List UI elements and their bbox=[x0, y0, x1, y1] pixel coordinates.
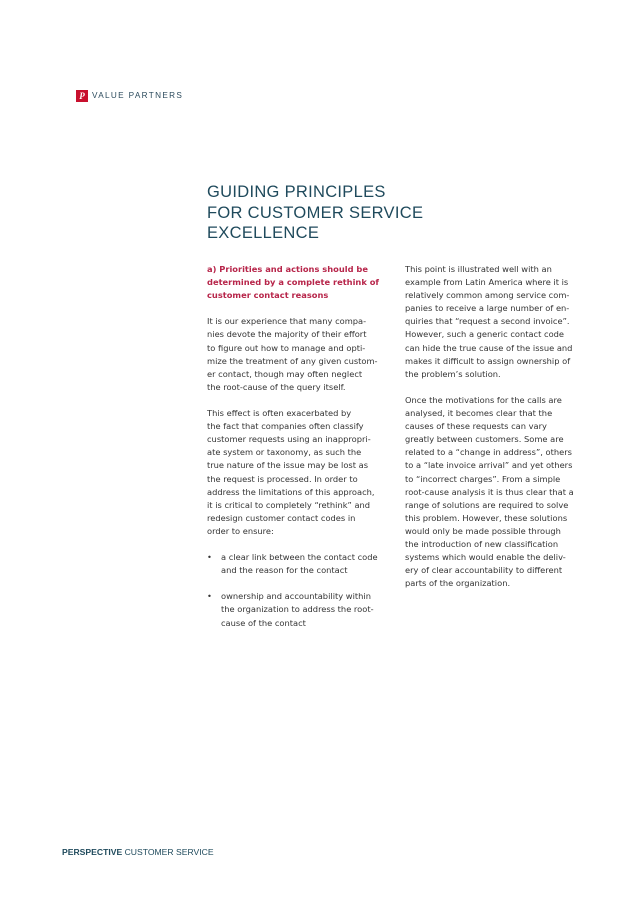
text-line: example from Latin America where it is bbox=[405, 277, 569, 288]
section-subheading bbox=[207, 263, 397, 302]
text-line: the fact that companies often classify bbox=[207, 421, 364, 432]
page-title bbox=[207, 182, 507, 244]
text-line: the request is processed. In order to bbox=[207, 473, 358, 484]
bullet-text: the organization to address the root- bbox=[221, 604, 374, 615]
text-line: er contact, though may often neglect bbox=[207, 368, 363, 379]
footer-section: CUSTOMER SERVICE bbox=[124, 847, 214, 857]
bullet-text: and the reason for the contact bbox=[221, 565, 348, 576]
text-line: true nature of the issue may be lost as bbox=[207, 460, 369, 471]
text-line: causes of these requests can vary bbox=[405, 421, 547, 432]
text-line: analysed, it becomes clear that the bbox=[405, 408, 553, 419]
right-paragraph-1 bbox=[405, 263, 595, 381]
bullet-icon: • bbox=[207, 591, 212, 602]
brand-name: VALUE PARTNERS bbox=[92, 91, 184, 100]
bullet-text: cause of the contact bbox=[221, 617, 306, 628]
text-line: the introduction of new classification bbox=[405, 538, 559, 549]
text-line: root-cause analysis it is thus clear that a bbox=[405, 486, 574, 497]
text-line: address the limitations of this approach, bbox=[207, 486, 375, 497]
text-line: can hide the true cause of the issue and bbox=[405, 342, 573, 353]
brand-logo bbox=[76, 90, 183, 102]
text-line: it is critical to completely “rethink” and bbox=[207, 499, 371, 510]
text-line: mize the treatment of any given custom- bbox=[207, 355, 378, 366]
text-line: systems which would enable the deliv- bbox=[405, 552, 566, 563]
text-line: relatively common among service com- bbox=[405, 290, 570, 301]
text-line: the problem’s solution. bbox=[405, 368, 501, 379]
left-paragraph-1 bbox=[207, 315, 397, 394]
right-paragraph-2 bbox=[405, 394, 595, 590]
text-line: this problem. However, these solutions bbox=[405, 512, 568, 523]
text-line: ery of clear accountability to different bbox=[405, 565, 563, 576]
bullet-icon: • bbox=[207, 552, 212, 563]
left-column bbox=[207, 263, 397, 630]
text-line: panies to receive a large number of en- bbox=[405, 303, 570, 314]
text-line: Once the motivations for the calls are bbox=[405, 394, 562, 405]
text-line: quiries that “request a second invoice”. bbox=[405, 316, 570, 327]
text-line: However, such a generic contact code bbox=[405, 329, 565, 340]
text-line: redesign customer contact codes in bbox=[207, 512, 356, 523]
text-line: This effect is often exacerbated by bbox=[207, 408, 352, 419]
title-line: GUIDING PRINCIPLES bbox=[207, 183, 386, 201]
text-line: customer requests using an inappropri- bbox=[207, 434, 371, 445]
bullet-text: a clear link between the contact code bbox=[221, 552, 378, 563]
text-line: parts of the organization. bbox=[405, 578, 511, 589]
text-line: the root-cause of the query itself. bbox=[207, 381, 346, 392]
text-line: makes it difficult to assign ownership of bbox=[405, 355, 571, 366]
text-line: This point is illustrated well with an bbox=[405, 264, 552, 274]
subheading-line: determined by a complete rethink of bbox=[207, 277, 380, 288]
text-line: to “incorrect charges”. From a simple bbox=[405, 473, 561, 484]
text-line: to figure out how to manage and opti- bbox=[207, 342, 366, 353]
title-line: FOR CUSTOMER SERVICE bbox=[207, 203, 424, 222]
bullet-text: ownership and accountability within bbox=[221, 591, 371, 602]
text-line: would only be made possible through bbox=[405, 525, 561, 536]
text-line: nies devote the majority of their effort bbox=[207, 329, 367, 340]
subheading-line: customer contact reasons bbox=[207, 290, 329, 301]
bullet-item bbox=[207, 590, 397, 629]
title-line: EXCELLENCE bbox=[207, 224, 320, 242]
text-line: ate system or taxonomy, as such the bbox=[207, 447, 362, 458]
text-line: related to a “change in address”, others bbox=[405, 447, 572, 458]
bullet-item bbox=[207, 551, 397, 577]
subheading-line: a) Priorities and actions should be bbox=[207, 264, 368, 274]
text-line: It is our experience that many compa- bbox=[207, 316, 367, 327]
text-line: order to ensure: bbox=[207, 525, 274, 536]
value-partners-logo-icon: P bbox=[76, 90, 88, 102]
text-line: range of solutions are required to solve bbox=[405, 499, 569, 510]
text-line: to a “late invoice arrival” and yet others bbox=[405, 460, 573, 471]
right-column bbox=[405, 263, 595, 590]
left-paragraph-2 bbox=[207, 407, 397, 538]
page-footer bbox=[62, 847, 214, 857]
footer-label: PERSPECTIVE bbox=[62, 847, 123, 857]
text-line: greatly between customers. Some are bbox=[405, 434, 564, 445]
